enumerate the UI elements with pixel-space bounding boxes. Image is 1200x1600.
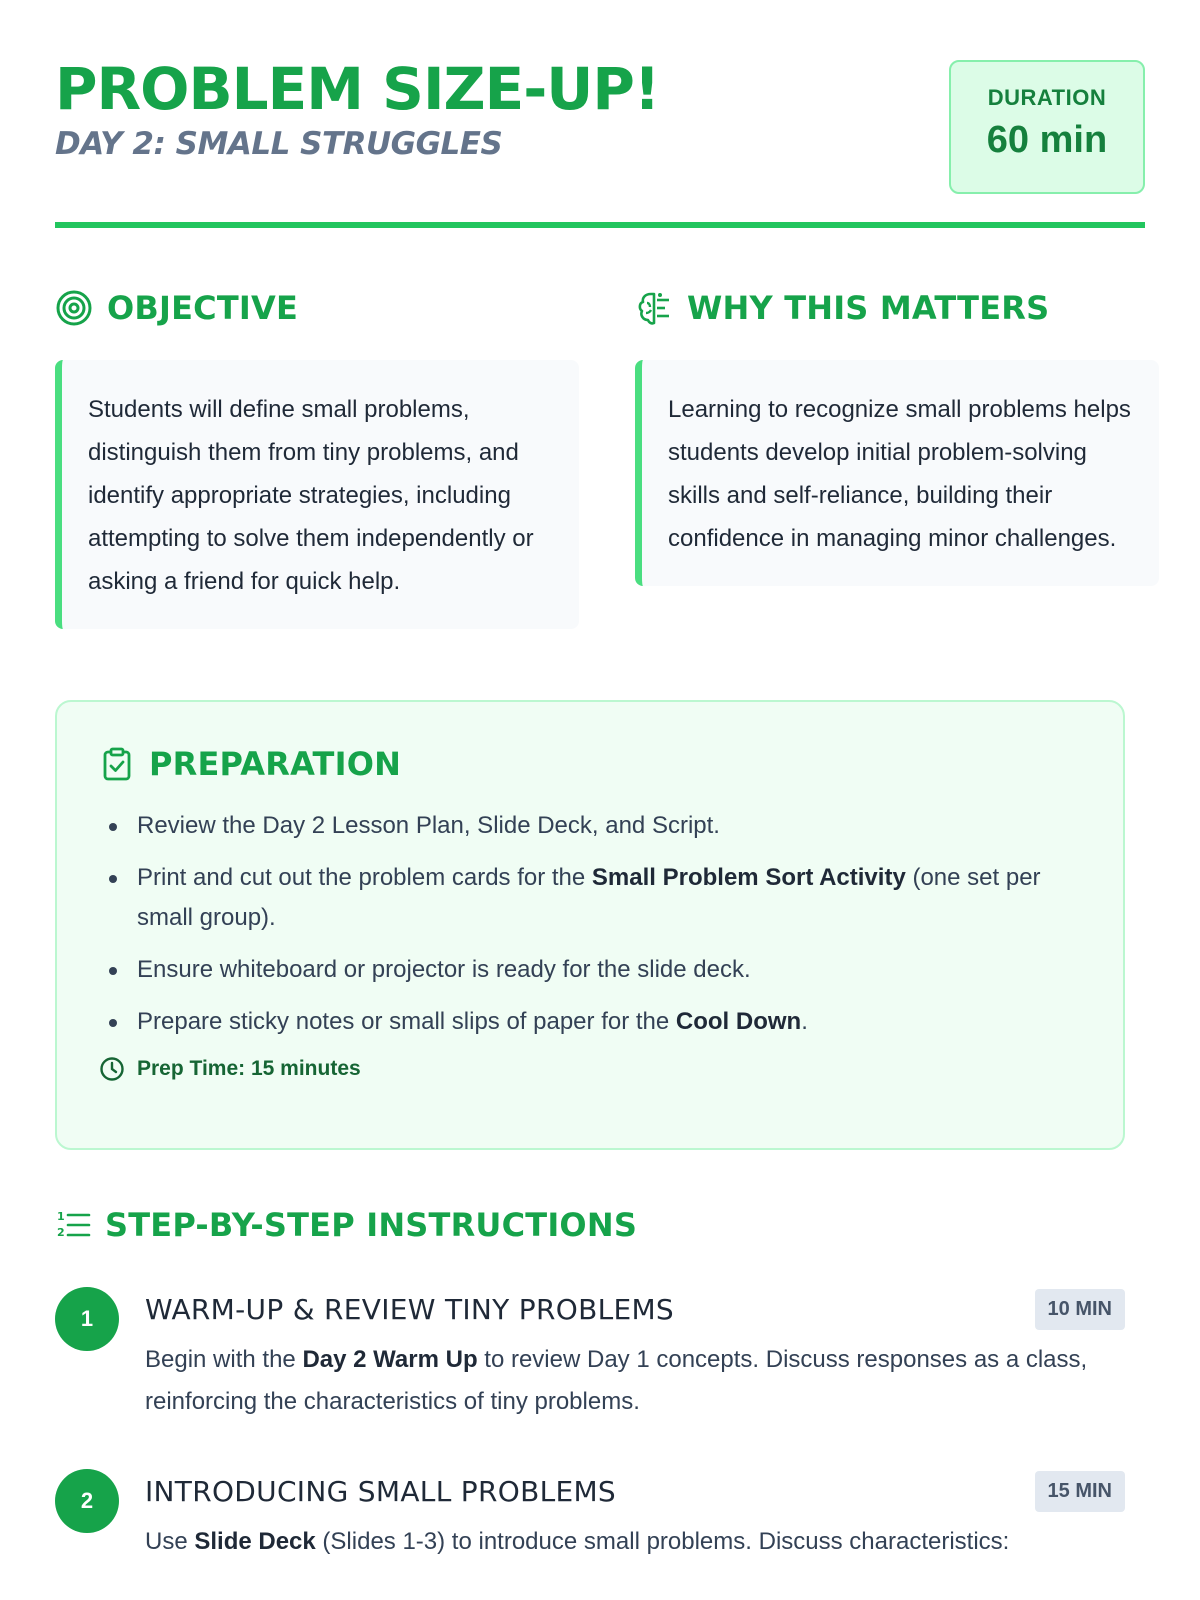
- clipboard-check-icon: [99, 746, 135, 782]
- svg-text:1: 1: [57, 1210, 65, 1223]
- steps-heading: STEP-BY-STEP INSTRUCTIONS: [105, 1206, 638, 1244]
- brain-icon: [635, 289, 673, 327]
- page-title: PROBLEM SIZE-UP!: [55, 55, 660, 123]
- target-icon: [55, 289, 93, 327]
- preparation-panel: [55, 700, 1125, 1150]
- step-duration-badge: 10 MIN: [1035, 1289, 1125, 1330]
- numbered-list-icon: [55, 1207, 91, 1243]
- step-description: Begin with the Day 2 Warm Up to review Day 1 concepts. Discuss responses as a class, reinforcing the characteristics of tiny problems.: [145, 1346, 1088, 1415]
- clock-icon: [99, 1056, 125, 1082]
- why-card: Learning to recognize small problems helps students develop initial problem-solving skills and self-reliance, building their confidence in managing minor challenges.: [635, 360, 1159, 586]
- duration-value: 60 min: [986, 119, 1108, 161]
- objective-why-section: [55, 228, 1145, 698]
- steps-section: [55, 1205, 1125, 1563]
- preparation-item: Prepare sticky notes or small slips of paper for the Cool Down.: [99, 1002, 1083, 1042]
- prep-time: [99, 1056, 1083, 1082]
- page-subtitle: DAY 2: SMALL STRUGGLES: [55, 126, 503, 162]
- duration-label: DURATION: [987, 85, 1107, 110]
- step-description: Use Slide Deck (Slides 1-3) to introduce small problems. Discuss characteristics:: [145, 1528, 1010, 1555]
- preparation-list: [99, 806, 1083, 1042]
- step-item: [55, 1469, 1125, 1563]
- prep-time-text: Prep Time: 15 minutes: [137, 1057, 361, 1080]
- preparation-item: Ensure whiteboard or projector is ready for the slide deck.: [99, 950, 1083, 990]
- objective-heading-row: [55, 288, 579, 328]
- preparation-heading: PREPARATION: [149, 745, 402, 783]
- svg-text:2: 2: [57, 1226, 65, 1239]
- step-header: [145, 1469, 1125, 1513]
- preparation-heading-row: [99, 744, 1083, 784]
- objective-column: [55, 228, 579, 629]
- why-column: [635, 228, 1159, 586]
- step-duration-badge: 15 MIN: [1035, 1471, 1125, 1512]
- objective-card: Students will define small problems, distinguish them from tiny problems, and identify appropriate strategies, including attempting to solve them independently or asking a friend for quick help.: [55, 360, 579, 629]
- objective-heading: OBJECTIVE: [107, 289, 299, 327]
- step-title: WARM-UP & REVIEW TINY PROBLEMS: [145, 1292, 674, 1326]
- steps-heading-row: [55, 1205, 1125, 1245]
- step-header: [145, 1287, 1125, 1331]
- preparation-item: Review the Day 2 Lesson Plan, Slide Deck, and Script.: [99, 806, 1083, 846]
- step-title: INTRODUCING SMALL PROBLEMS: [145, 1474, 617, 1508]
- why-heading-row: [635, 288, 1159, 328]
- why-heading: WHY THIS MATTERS: [687, 289, 1050, 327]
- header: [55, 55, 1145, 228]
- preparation-item: Print and cut out the problem cards for the Small Problem Sort Activity (one set per small group).: [99, 858, 1083, 938]
- step-item: [55, 1287, 1125, 1423]
- step-number: 1: [55, 1287, 119, 1351]
- duration-badge: [949, 60, 1145, 194]
- step-number: 2: [55, 1469, 119, 1533]
